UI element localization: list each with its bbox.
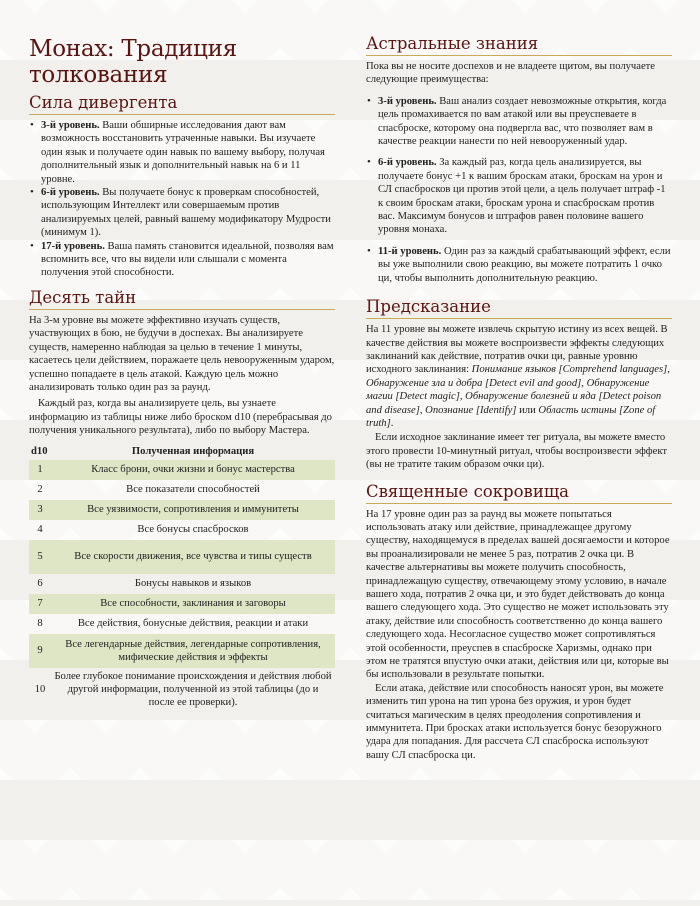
divergent-power-list — [29, 119, 335, 280]
row-number: 7 — [29, 594, 51, 614]
separator: , — [459, 391, 463, 403]
paragraph: Пока вы не носите доспехов и не владеете щитом, вы получаете следующие преимущества: — [366, 61, 655, 86]
level-text: Ваш анализ создает невозможные открытия, когда цель промахивается по вам атакой или вы преуспеваете в спасброске, которому она подвергла вас, что позволяет вам в качестве реакции нанести по ней невооруженный удар. — [378, 95, 667, 148]
row-number: 10 — [34, 683, 46, 695]
list-item — [41, 119, 335, 186]
table-row — [29, 520, 335, 540]
row-number: 5 — [29, 540, 51, 574]
table-row — [29, 614, 335, 634]
spell-name: Обнаружение болезней и яда [Detect poison and disease] — [366, 391, 662, 416]
table-header-d10: d10 — [31, 445, 48, 457]
table-header-info: Полученная информация — [131, 445, 255, 457]
row-number: 4 — [37, 524, 43, 536]
separator: . — [390, 417, 394, 429]
level-label: 3-й уровень. — [41, 120, 100, 131]
row-number: 1 — [29, 460, 51, 480]
spell-name: Опознание [Identify] — [425, 404, 517, 416]
section-heading-divergent-power: Сила дивергента — [29, 93, 335, 115]
paragraph: На 17 уровне один раз за раунд вы можете попытаться использовать атаку или действие, принадлежащее другому существу, находящемуся в пределах вашей досягаемости и которое вы проанализировали не менее 5 раз, потратив 2 очка ци. В качестве альтернативы вы можете получить способность, принадлежащую существу, отвечающему этому условию, в начале вашего хода, потратив 2 очка ци, и это будет действовать до конца вашего следующего хода. Это существо не может использовать эту атаку, действие или способность соответственно до конца вашего следующего хода. Несогласное существо может сопротивляться этой особенности, преуспев в спасброске Харизмы, однако при этом не тратятся впустую очки атаки, действия или ци, которые вы бы использовали в результате попытки. — [366, 508, 670, 681]
level-label: 17-й уровень. — [41, 240, 105, 252]
section-heading-sacred-treasures: Священные сокровища — [366, 482, 672, 504]
row-number: 9 — [29, 634, 51, 668]
level-label: 6-й уровень. — [378, 157, 437, 169]
right-column — [366, 34, 672, 762]
level-text: Один раз за каждый срабатывающий эффект, если вы уже выполнили свою реакцию, вы можете потратить 1 очко ци, чтобы выполнить дополнительную реакцию. — [378, 245, 671, 284]
level-text: Ваша память становится идеальной, позволяя вам вспомнить все, что вы видели или слышали с момента получения этой способности. — [41, 240, 334, 279]
row-text: Все действия, бонусные действия, реакции и атаки — [77, 618, 309, 630]
row-text: Более глубокое понимание происхождения и действия любой другой информации, полученной из этой таблицы (до и после ее проверки). — [54, 670, 332, 708]
level-label: 3-й уровень. — [378, 95, 437, 107]
row-number: 2 — [37, 484, 43, 496]
page-title: Монах: Традиция толкования — [29, 36, 237, 88]
table-row — [29, 668, 335, 711]
list-item — [378, 245, 672, 285]
row-text: Все показатели способностей — [126, 484, 260, 496]
row-number: 8 — [37, 618, 43, 630]
spell-name: Обнаружение зла и добра [Detect evil and good] — [366, 377, 582, 389]
list-item — [41, 240, 335, 280]
spell-name: Понимание языков [Comprehend languages] — [471, 364, 668, 376]
paragraph: Каждый раз, когда вы анализируете цель, вы узнаете информацию из таблицы ниже либо броском d10 (перебрасывая до получения уникального результата), либо по выбору Мастера. — [29, 398, 332, 437]
astral-knowledge-list — [366, 95, 672, 285]
paragraph-text: На 11 уровне вы можете извлечь скрытую истину из всех вещей. В качестве действия вы можете воспроизвести эффекты следующих заклинаний как действие, потратив очки ци, равные уровню исходного заклинания: — [366, 324, 668, 376]
left-column — [29, 36, 335, 711]
table-header-row — [29, 443, 335, 460]
section-heading-ten-mysteries: Десять тайн — [29, 288, 335, 310]
row-text: Все способности, заклинания и заговоры — [51, 594, 335, 614]
paragraph: Если атака, действие или способность наносят урон, вы можете изменить тип урона на тип урона без оружия, и урон будет считаться магическим в целях преодоления сопротивления и иммунитета. При бросках атаки используется бонус безоружного удара для попадания. Для рассчета СЛ спасброска используют вашу СЛ спасброска ци. — [366, 682, 664, 761]
list-item — [41, 186, 335, 240]
info-table — [29, 443, 335, 711]
row-text: Все бонусы спасбросков — [137, 524, 249, 536]
level-text: За каждый раз, когда цель анализируется, вы получаете бонус +1 к вашим броскам атаки, броскам на урон и СЛ спасбросков ци против этой цели, а цель получает штраф -1 к своим броскам атаки, броскам урона и спасброскам против вас. Максимум бонусов и штрафов равен половине вашего уровня монаха. — [378, 157, 666, 236]
row-number: 6 — [37, 578, 43, 590]
level-label: 11-й уровень. — [378, 245, 442, 257]
level-label: 6-й уровень. — [41, 187, 100, 199]
spell-name: Обнаружение магии [Detect magic] — [366, 377, 650, 403]
table-row — [29, 460, 335, 480]
section-heading-astral-knowledge: Астральные знания — [366, 34, 672, 56]
table-row — [29, 574, 335, 594]
paragraph: На 3-м уровне вы можете эффективно изучать существ, участвующих в бою, не будучи в доспехах. Вы анализируете существ, намеренно наблюдая за целью в течение 1 минуты, касаетесь цели действием, поражаете цель невооруженным ударом, успешно попадаете в цель атакой. Каждую цель можно анализировать только один раз за раунд. — [29, 314, 335, 393]
row-text: Все уязвимости, сопротивления и иммунитеты — [51, 500, 335, 520]
level-text: Ваши обширные исследования дают вам возможность восстановить утраченные навыки. Вы изучаете один язык и получаете один навык по вашему выбору, получая дополнительный язык и дополнительный навык на 6 и 11 уровне. — [41, 120, 325, 185]
table-row — [29, 634, 335, 668]
list-item — [378, 95, 672, 149]
spell-name: Область истины [Zone of truth] — [366, 404, 656, 429]
paragraph: Если исходное заклинание имеет тег ритуала, вы можете вместо этого провести 10-минутный ритуал, чтобы воспроизвести эффект (вы не тратите таким образом очки ци). — [366, 432, 667, 471]
table-row — [29, 500, 335, 520]
separator: , — [667, 364, 670, 376]
table-row — [29, 480, 335, 500]
list-item — [378, 156, 672, 236]
paragraph — [366, 323, 672, 430]
level-text: Вы получаете бонус к проверкам способностей, использующим Интеллект или совершаемым против анализируемых целей, равный вашему модификатору Мудрости (минимум 1). — [41, 187, 331, 239]
row-text: Все легендарные действия, легендарные сопротивления, мифические действия и эффекты — [51, 634, 335, 668]
section-heading-prediction: Предсказание — [366, 297, 672, 319]
table-row — [29, 594, 335, 614]
row-text: Все скорости движения, все чувства и типы существ — [51, 540, 335, 574]
separator: , — [419, 404, 423, 416]
row-number: 3 — [29, 500, 51, 520]
separator: или — [519, 404, 536, 416]
table-row — [29, 540, 335, 574]
row-text: Бонусы навыков и языков — [134, 578, 252, 590]
row-text: Класс брони, очки жизни и бонус мастерства — [51, 460, 335, 480]
separator: , — [581, 377, 584, 389]
